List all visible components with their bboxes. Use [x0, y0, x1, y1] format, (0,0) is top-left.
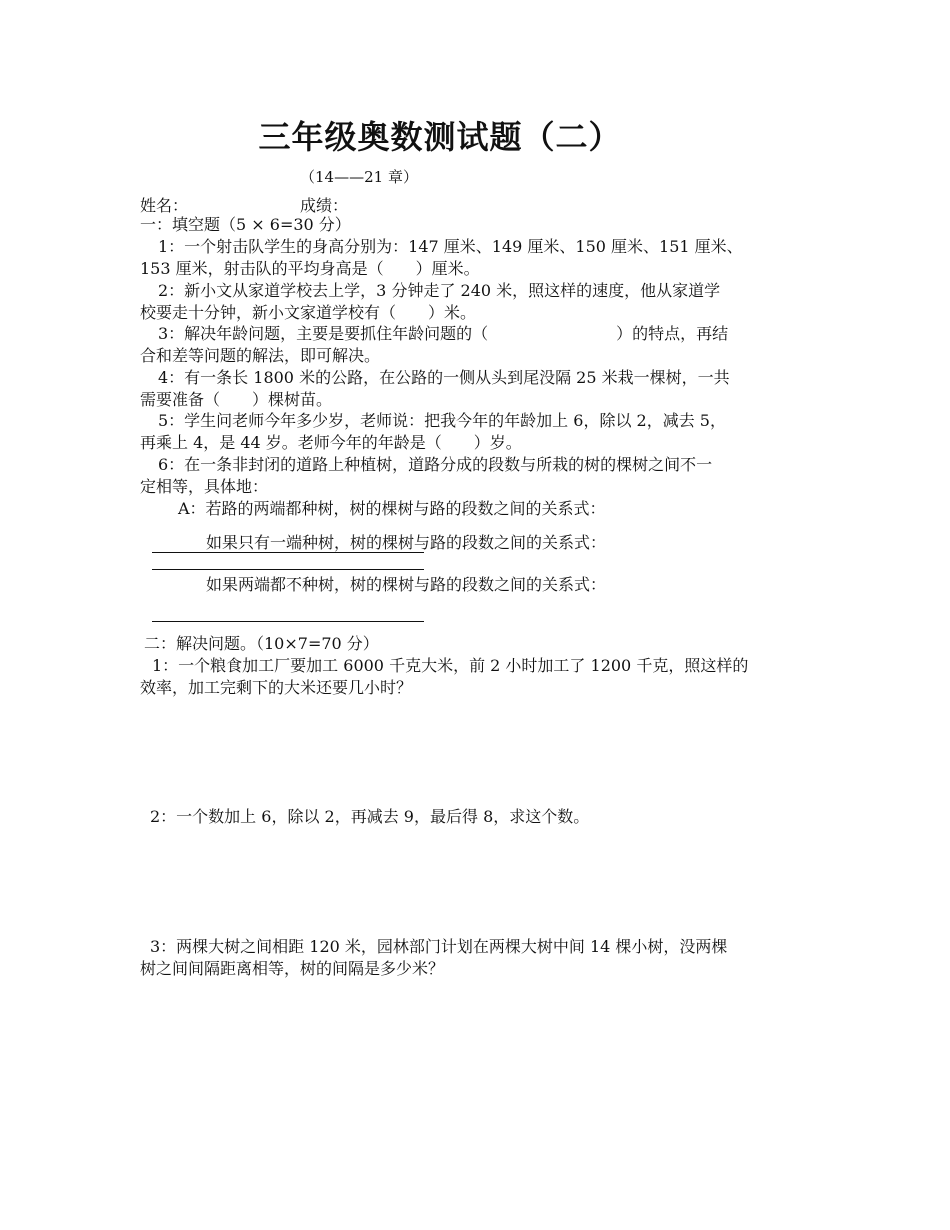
q3-line2: 合和差等问题的解法，即可解决。: [140, 346, 381, 365]
name-label: 姓名：: [140, 196, 189, 215]
q4-line2: 需要准备（ ）棵树苗。: [140, 390, 333, 409]
q3-line1: 3：解决年龄问题，主要是要抓住年龄问题的（ ）的特点，再结: [158, 324, 729, 343]
answer-line-a: [152, 552, 424, 553]
score-label: 成绩：: [300, 196, 349, 215]
q5-line1: 5：学生问老师今年多少岁，老师说：把我今年的年龄加上 6，除以 2，减去 5，: [158, 411, 726, 430]
answer-line-c: [152, 621, 424, 622]
answer-line-b: [152, 569, 424, 570]
q5-line2: 再乘上 4，是 44 岁。老师今年的年龄是（ ）岁。: [140, 433, 522, 452]
q1-line1: 1：一个射击队学生的身高分别为：147 厘米、149 厘米、150 厘米、151 厘米、: [158, 237, 743, 256]
section2-heading: 二：解决问题。（10×7=70 分）: [144, 634, 379, 653]
chapter-range: （14——21 章）: [300, 168, 418, 186]
q6-case-b: 如果只有一端种树，树的棵树与路的段数之间的关系式：: [206, 533, 607, 552]
page-title: 三年级奥数测试题（二）: [258, 118, 622, 156]
q2-line1: 2：新小文从家道学校去上学，3 分钟走了 240 米，照这样的速度，他从家道学: [158, 281, 721, 300]
q6-case-c: 如果两端都不种树，树的棵树与路的段数之间的关系式：: [206, 575, 607, 594]
problem3-line1: 3：两棵大树之间相距 120 米，园林部门计划在两棵大树中间 14 棵小树，没两棵: [150, 937, 728, 956]
q4-line1: 4：有一条长 1800 米的公路，在公路的一侧从头到尾没隔 25 米栽一棵树，一共: [158, 368, 730, 387]
problem2: 2：一个数加上 6，除以 2，再减去 9，最后得 8，求这个数。: [150, 807, 590, 826]
section1-heading: 一：填空题（5 × 6=30 分）: [140, 215, 351, 234]
problem1-line2: 效率，加工完剩下的大米还要几小时？: [140, 678, 413, 697]
q1-line2: 153 厘米，射击队的平均身高是（ ）厘米。: [140, 259, 480, 278]
q6-case-a: A：若路的两端都种树，树的棵树与路的段数之间的关系式：: [178, 499, 606, 518]
q6-line2: 定相等，具体地：: [140, 477, 269, 496]
problem1-line1: 1：一个粮食加工厂要加工 6000 千克大米，前 2 小时加工了 1200 千克，照这样的: [152, 656, 749, 675]
q2-line2: 校要走十分钟，新小文家道学校有（ ）米。: [140, 303, 477, 322]
q6-line1: 6：在一条非封闭的道路上种植树，道路分成的段数与所栽的树的棵树之间不一: [158, 455, 713, 474]
problem3-line2: 树之间间隔距离相等，树的间隔是多少米？: [140, 959, 445, 978]
